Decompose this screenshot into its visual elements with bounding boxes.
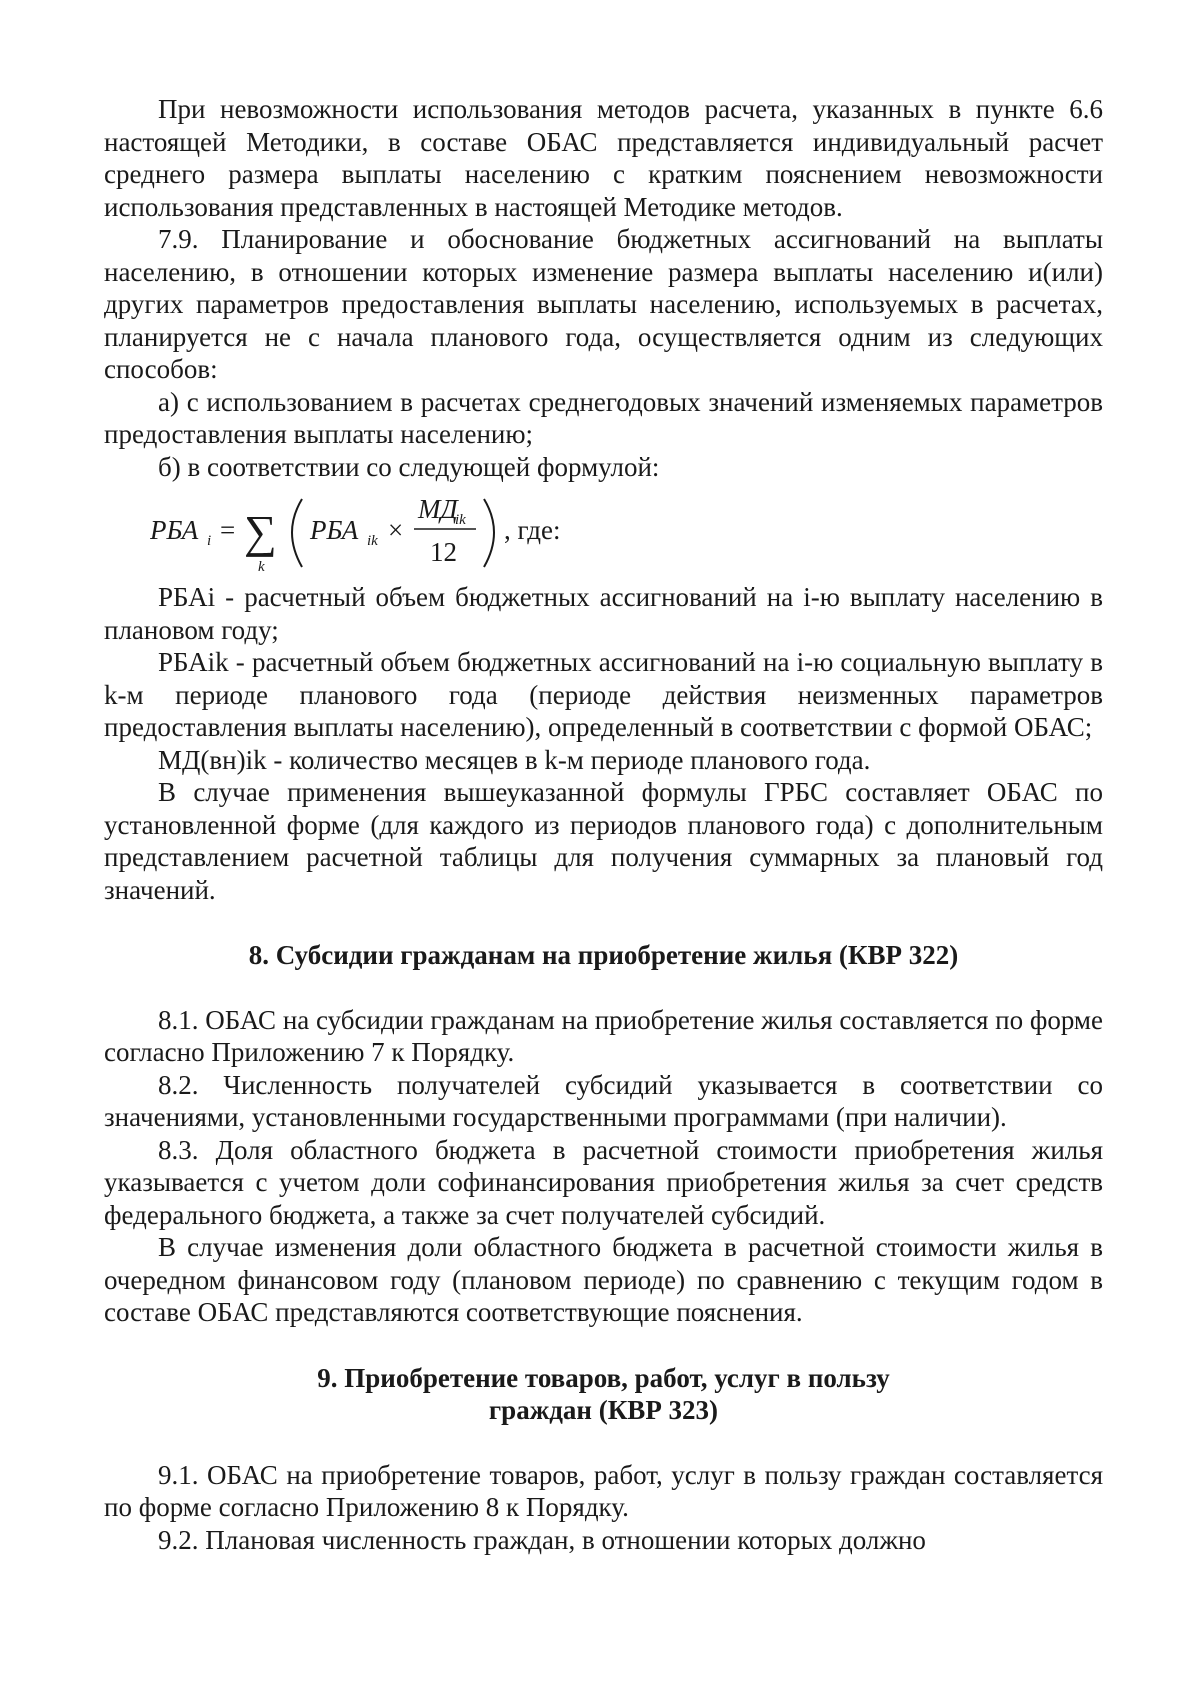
formula-suffix: , где: — [504, 515, 561, 545]
section-9-heading — [104, 1362, 1103, 1427]
formula-lhs-sub: i — [207, 533, 212, 549]
formula-term: РБА — [310, 515, 359, 545]
paragraph-formula-application: В случае применения вышеуказанной формулы ГРБС составляет ОБАС по установленной форме (для каждого из периодов планового года) с дополнительным представлением расчетной таблицы для получения суммарных за плановый год значений. — [104, 777, 1103, 905]
paragraph-def-rbaik: РБАik - расчетный объем бюджетных ассигнований на i-ю социальную выплату в k-м периоде планового года (периоде действия неизменных параметров предоставления выплаты населению), определенный в соответствии с формой ОБАС; — [104, 647, 1103, 742]
formula-rba — [104, 485, 1103, 581]
paragraph-def-rbai: РБАi - расчетный объем бюджетных ассигнований на i-ю выплату населению в плановом году; — [104, 582, 1103, 645]
formula-denominator: 12 — [430, 537, 457, 567]
paragraph-option-b: б) в соответствии со следующей формулой: — [158, 451, 660, 482]
formula-sum-sub: k — [258, 559, 265, 575]
paragraph-def-md: МД(вн)ik - количество месяцев в k-м периоде планового года. — [158, 744, 871, 775]
formula-equals: = — [220, 515, 236, 545]
section-9-heading-line-1: 9. Приобретение товаров, работ, услуг в пользу — [317, 1362, 890, 1393]
paragraph-8-share-change: В случае изменения доли областного бюджета в расчетной стоимости жилья в очередном финансовом году (плановом периоде) по сравнению с текущим годом в составе ОБАС представляются соответствующие пояснения. — [104, 1232, 1103, 1327]
document-body — [104, 93, 1103, 1556]
formula-term-sub: ik — [367, 533, 378, 549]
formula-lhs: РБА — [150, 515, 199, 545]
paragraph-9-1: 9.1. ОБАС на приобретение товаров, работ, услуг в пользу граждан составляется по форме согласно Приложению 8 к Порядку. — [104, 1459, 1103, 1522]
paragraph-individual-calculation: При невозможности использования методов расчета, указанных в пункте 6.6 настоящей Методики, в составе ОБАС представляется индивидуальный расчет среднего размера выплаты населению с кратким пояснением невозможности использования представленных в настоящей Методике методов. — [104, 94, 1103, 222]
paragraph-8-2: 8.2. Численность получателей субсидий указывается в соответствии со значениями, установленными государственными программами (при наличии). — [104, 1069, 1103, 1132]
formula-sum-sign: ∑ — [244, 506, 277, 557]
formula-right-paren — [484, 499, 494, 567]
section-9-heading-line-2: граждан (КВР 323) — [488, 1395, 719, 1425]
formula-graphic — [150, 485, 590, 581]
paragraph-8-1: 8.1. ОБАС на субсидии гражданам на приобретение жилья составляется по форме согласно Приложению 7 к Порядку. — [104, 1004, 1103, 1067]
paragraph-9-2: 9.2. Плановая численность граждан, в отношении которых должно — [158, 1524, 926, 1555]
formula-times: × — [388, 515, 404, 545]
formula-numerator-sub: ik — [455, 512, 466, 528]
paragraph-option-a: а) с использованием в расчетах среднегодовых значений изменяемых параметров предоставления выплаты населению; — [104, 386, 1103, 449]
formula-left-paren — [292, 499, 302, 567]
paragraph-7-9: 7.9. Планирование и обоснование бюджетных ассигнований на выплаты населению, в отношении которых изменение размера выплаты населению и(или) других параметров предоставления выплаты населению, используемых в расчетах, планируется не с начала планового года, осуществляется одним из следующих способов: — [104, 224, 1103, 384]
section-8-heading: 8. Субсидии гражданам на приобретение жилья (КВР 322) — [248, 940, 959, 970]
paragraph-8-3: 8.3. Доля областного бюджета в расчетной стоимости приобретения жилья указывается с учетом доли софинансирования приобретения жилья за счет средств федерального бюджета, а также за счет получателей субсидий. — [104, 1134, 1103, 1230]
formula-numerator: МД — [418, 494, 458, 524]
